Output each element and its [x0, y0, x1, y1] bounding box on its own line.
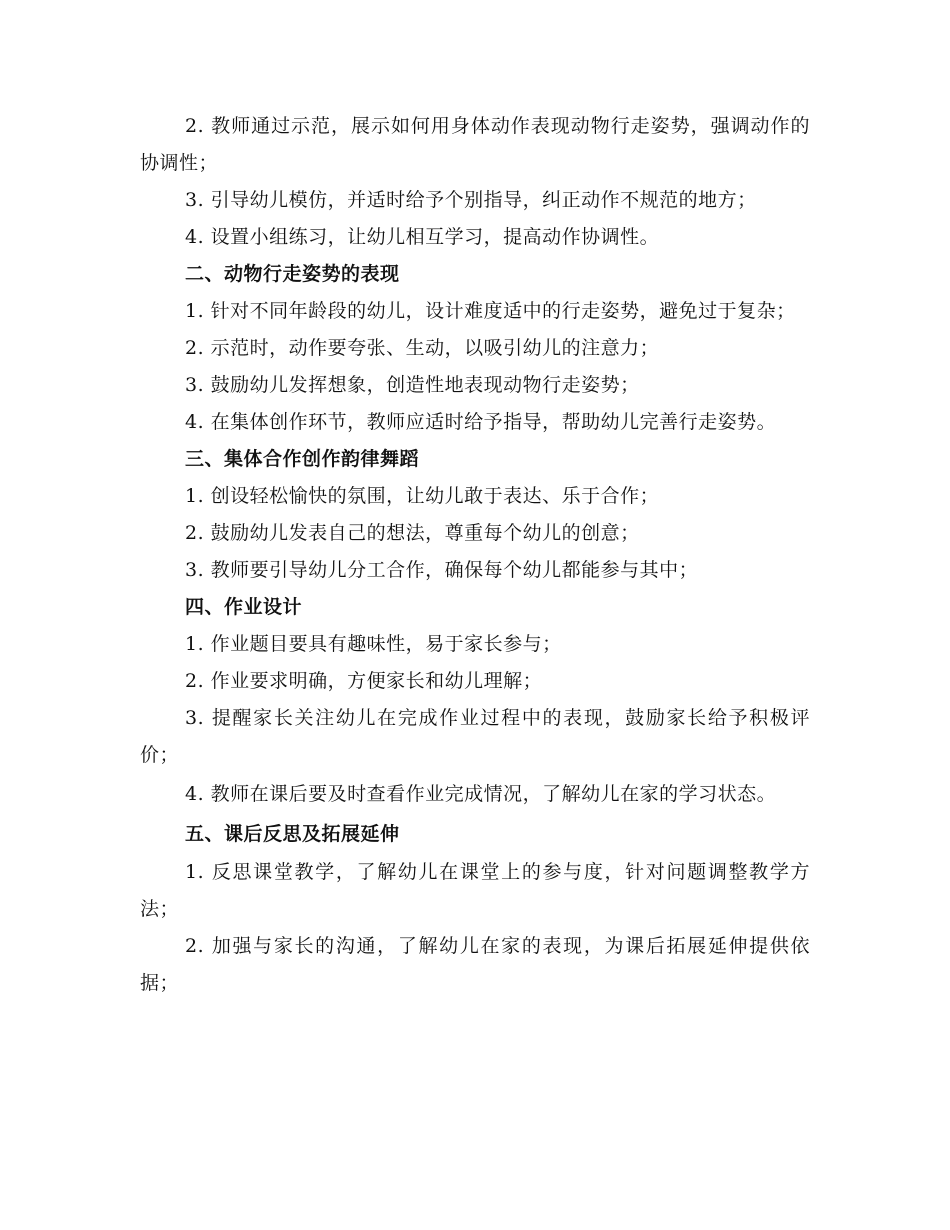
- section-heading: 五、课后反思及拓展延伸: [185, 823, 400, 845]
- paragraph: 4. 设置小组练习，让幼儿相互学习，提高动作协调性。: [185, 226, 660, 248]
- list-item: 4. 教师在课后要及时查看作业完成情况，了解幼儿在家的学习状态。: [185, 783, 777, 805]
- section-heading: 二、动物行走姿势的表现: [185, 263, 400, 285]
- list-item: 3. 提醒家长关注幼儿在完成作业过程中的表现，鼓励家长给予积极评价；: [140, 707, 810, 766]
- list-item: 2. 加强与家长的沟通，了解幼儿在家的表现，为课后拓展延伸提供依据；: [140, 935, 810, 994]
- list-item: 3. 教师要引导幼儿分工合作，确保每个幼儿都能参与其中；: [185, 559, 699, 581]
- list-item: 1. 创设轻松愉快的氛围，让幼儿敢于表达、乐于合作；: [185, 485, 660, 507]
- list-item: 1. 针对不同年龄段的幼儿，设计难度适中的行走姿势，避免过于复杂；: [185, 300, 796, 322]
- paragraph: 2. 教师通过示范，展示如何用身体动作表现动物行走姿势，强调动作的协调性；: [140, 115, 810, 174]
- list-item: 3. 鼓励幼儿发挥想象，创造性地表现动物行走姿势；: [185, 374, 640, 396]
- list-item: 1. 反思课堂教学，了解幼儿在课堂上的参与度，针对问题调整教学方法；: [140, 861, 810, 920]
- section-heading: 四、作业设计: [185, 596, 303, 618]
- list-item: 1. 作业题目要具有趣味性，易于家长参与；: [185, 633, 562, 655]
- section-heading: 三、集体合作创作韵律舞蹈: [185, 448, 420, 470]
- list-item: 2. 鼓励幼儿发表自己的想法，尊重每个幼儿的创意；: [185, 522, 640, 544]
- list-item: 4. 在集体创作环节，教师应适时给予指导，帮助幼儿完善行走姿势。: [185, 411, 777, 433]
- paragraph: 3. 引导幼儿模仿，并适时给予个别指导，纠正动作不规范的地方；: [185, 189, 757, 211]
- list-item: 2. 作业要求明确，方便家长和幼儿理解；: [185, 670, 543, 692]
- list-item: 2. 示范时，动作要夸张、生动，以吸引幼儿的注意力；: [185, 337, 660, 359]
- document-page: [140, 108, 810, 1002]
